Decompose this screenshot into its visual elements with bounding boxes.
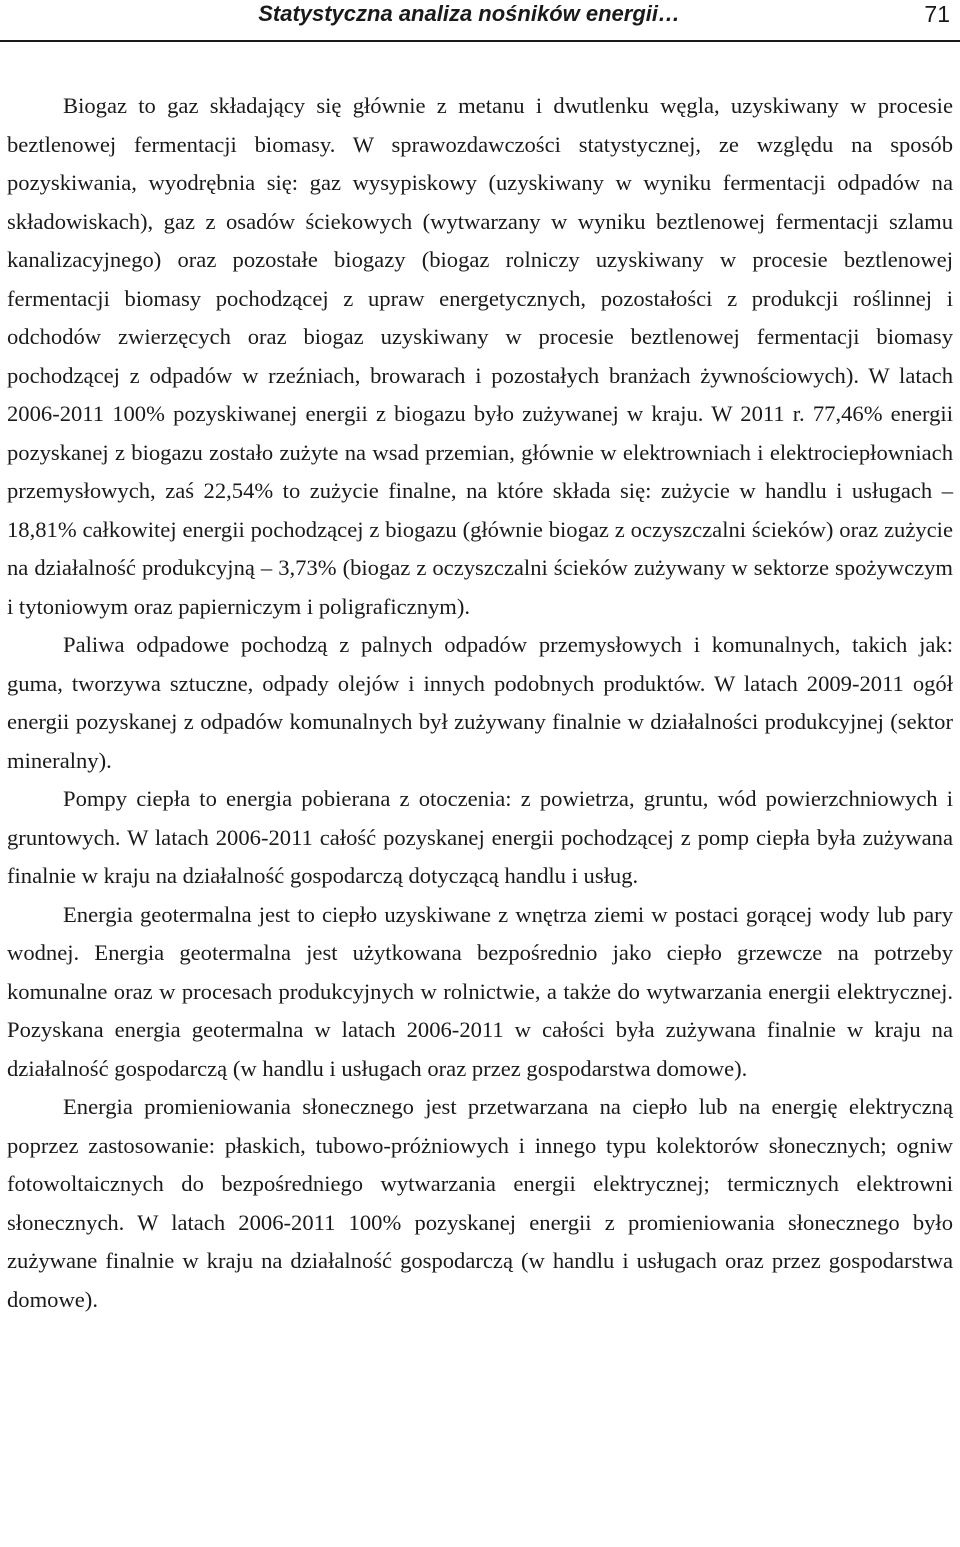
running-header — [0, 0, 960, 44]
paragraph-energia-geotermalna: Energia geotermalna jest to ciepło uzyskiwane z wnętrza ziemi w postaci gorącej wody lub pary wodnej. Energia geotermalna jest użytkowana bezpośrednio jako ciepło grzewcze na potrzeby komunalne oraz w procesach produkcyjnych w rolnictwie, a także do wytwarzania energii elektrycznej. Pozyskana energia geotermalna w latach 2006-2011 w całości była zużywana finalnie w kraju na działalność gospodarczą (w handlu i usługach oraz przez gospodarstwa domowe). — [7, 901, 953, 1081]
paragraph-biogaz: Biogaz to gaz składający się głównie z metanu i dwutlenku węgla, uzyskiwany w procesie beztlenowej fermentacji biomasy. W sprawozdawczości statystycznej, ze względu na sposób pozyskiwania, wyodrębnia się: gaz wysypiskowy (uzyskiwany w wyniku fermentacji odpadów na składowiskach), gaz z osadów ściekowych (wytwarzany w wyniku beztlenowej fermentacji szlamu kanalizacyjnego) oraz pozostałe biogazy (biogaz rolniczy uzyskiwany w procesie beztlenowej fermentacji biomasy pochodzącej z upraw energetycznych, pozostałości z produkcji roślinnej i odchodów zwierzęcych oraz biogaz uzyskiwany w procesie beztlenowej fermentacji biomasy pochodzącej z odpadów w rzeźniach, browarach i pozostałych branżach żywnościowych). W latach 2006-2011 100% pozyskiwanej energii z biogazu było zużywanej w kraju. W 2011 r. 77,46% energii pozyskanej z biogazu zostało zużyte na wsad przemian, głównie w elektrowniach i elektrociepłowniach przemysłowych, zaś 22,54% to zużycie finalne, na które składa się: zużycie w handlu i usługach – 18,81% całkowitej energii pochodzącej z biogazu (głównie biogaz z oczyszczalni ścieków) oraz zużycie na działalność produkcyjną – 3,73% (biogaz z oczyszczalni ścieków zużywany w sektorze spożywczym i tytoniowym oraz papierniczym i poligraficznym). — [7, 93, 953, 619]
paragraph-paliwa-odpadowe: Paliwa odpadowe pochodzą z palnych odpadów przemysłowych i komunalnych, takich jak: guma, tworzywa sztuczne, odpady olejów i innych podobnych produktów. W latach 2009-2011 ogół energii pozyskanej z odpadów komunalnych był zużywany finalnie w działalności produkcyjnej (sektor mineralny). — [7, 632, 953, 773]
running-header-title: Statystyczna analiza nośników energii… — [258, 1, 680, 26]
paragraph-energia-sloneczna: Energia promieniowania słonecznego jest przetwarzana na ciepło lub na energię elektryczną poprzez zastosowanie: płaskich, tubowo-próżniowych i innego typu kolektorów słonecznych; ogniw fotowoltaicznych do bezpośredniego wytwarzania energii elektrycznej; termicznych elektrowni słonecznych. W latach 2006-2011 100% pozyskanej energii z promieniowania słonecznego było zużywane finalnie w kraju na działalność gospodarczą (w handlu i usługach oraz przez gospodarstwa domowe). — [7, 1094, 953, 1312]
header-rule — [0, 40, 960, 42]
paragraph-pompy-ciepla: Pompy ciepła to energia pobierana z otoczenia: z powietrza, gruntu, wód powierzchniowych i gruntowych. W latach 2006-2011 całość pozyskanej energii pochodzącej z pomp ciepła była zużywana finalnie w kraju na działalność gospodarczą dotyczącą handlu i usług. — [7, 786, 953, 888]
page-number: 71 — [924, 1, 950, 27]
page-body — [7, 87, 953, 1319]
